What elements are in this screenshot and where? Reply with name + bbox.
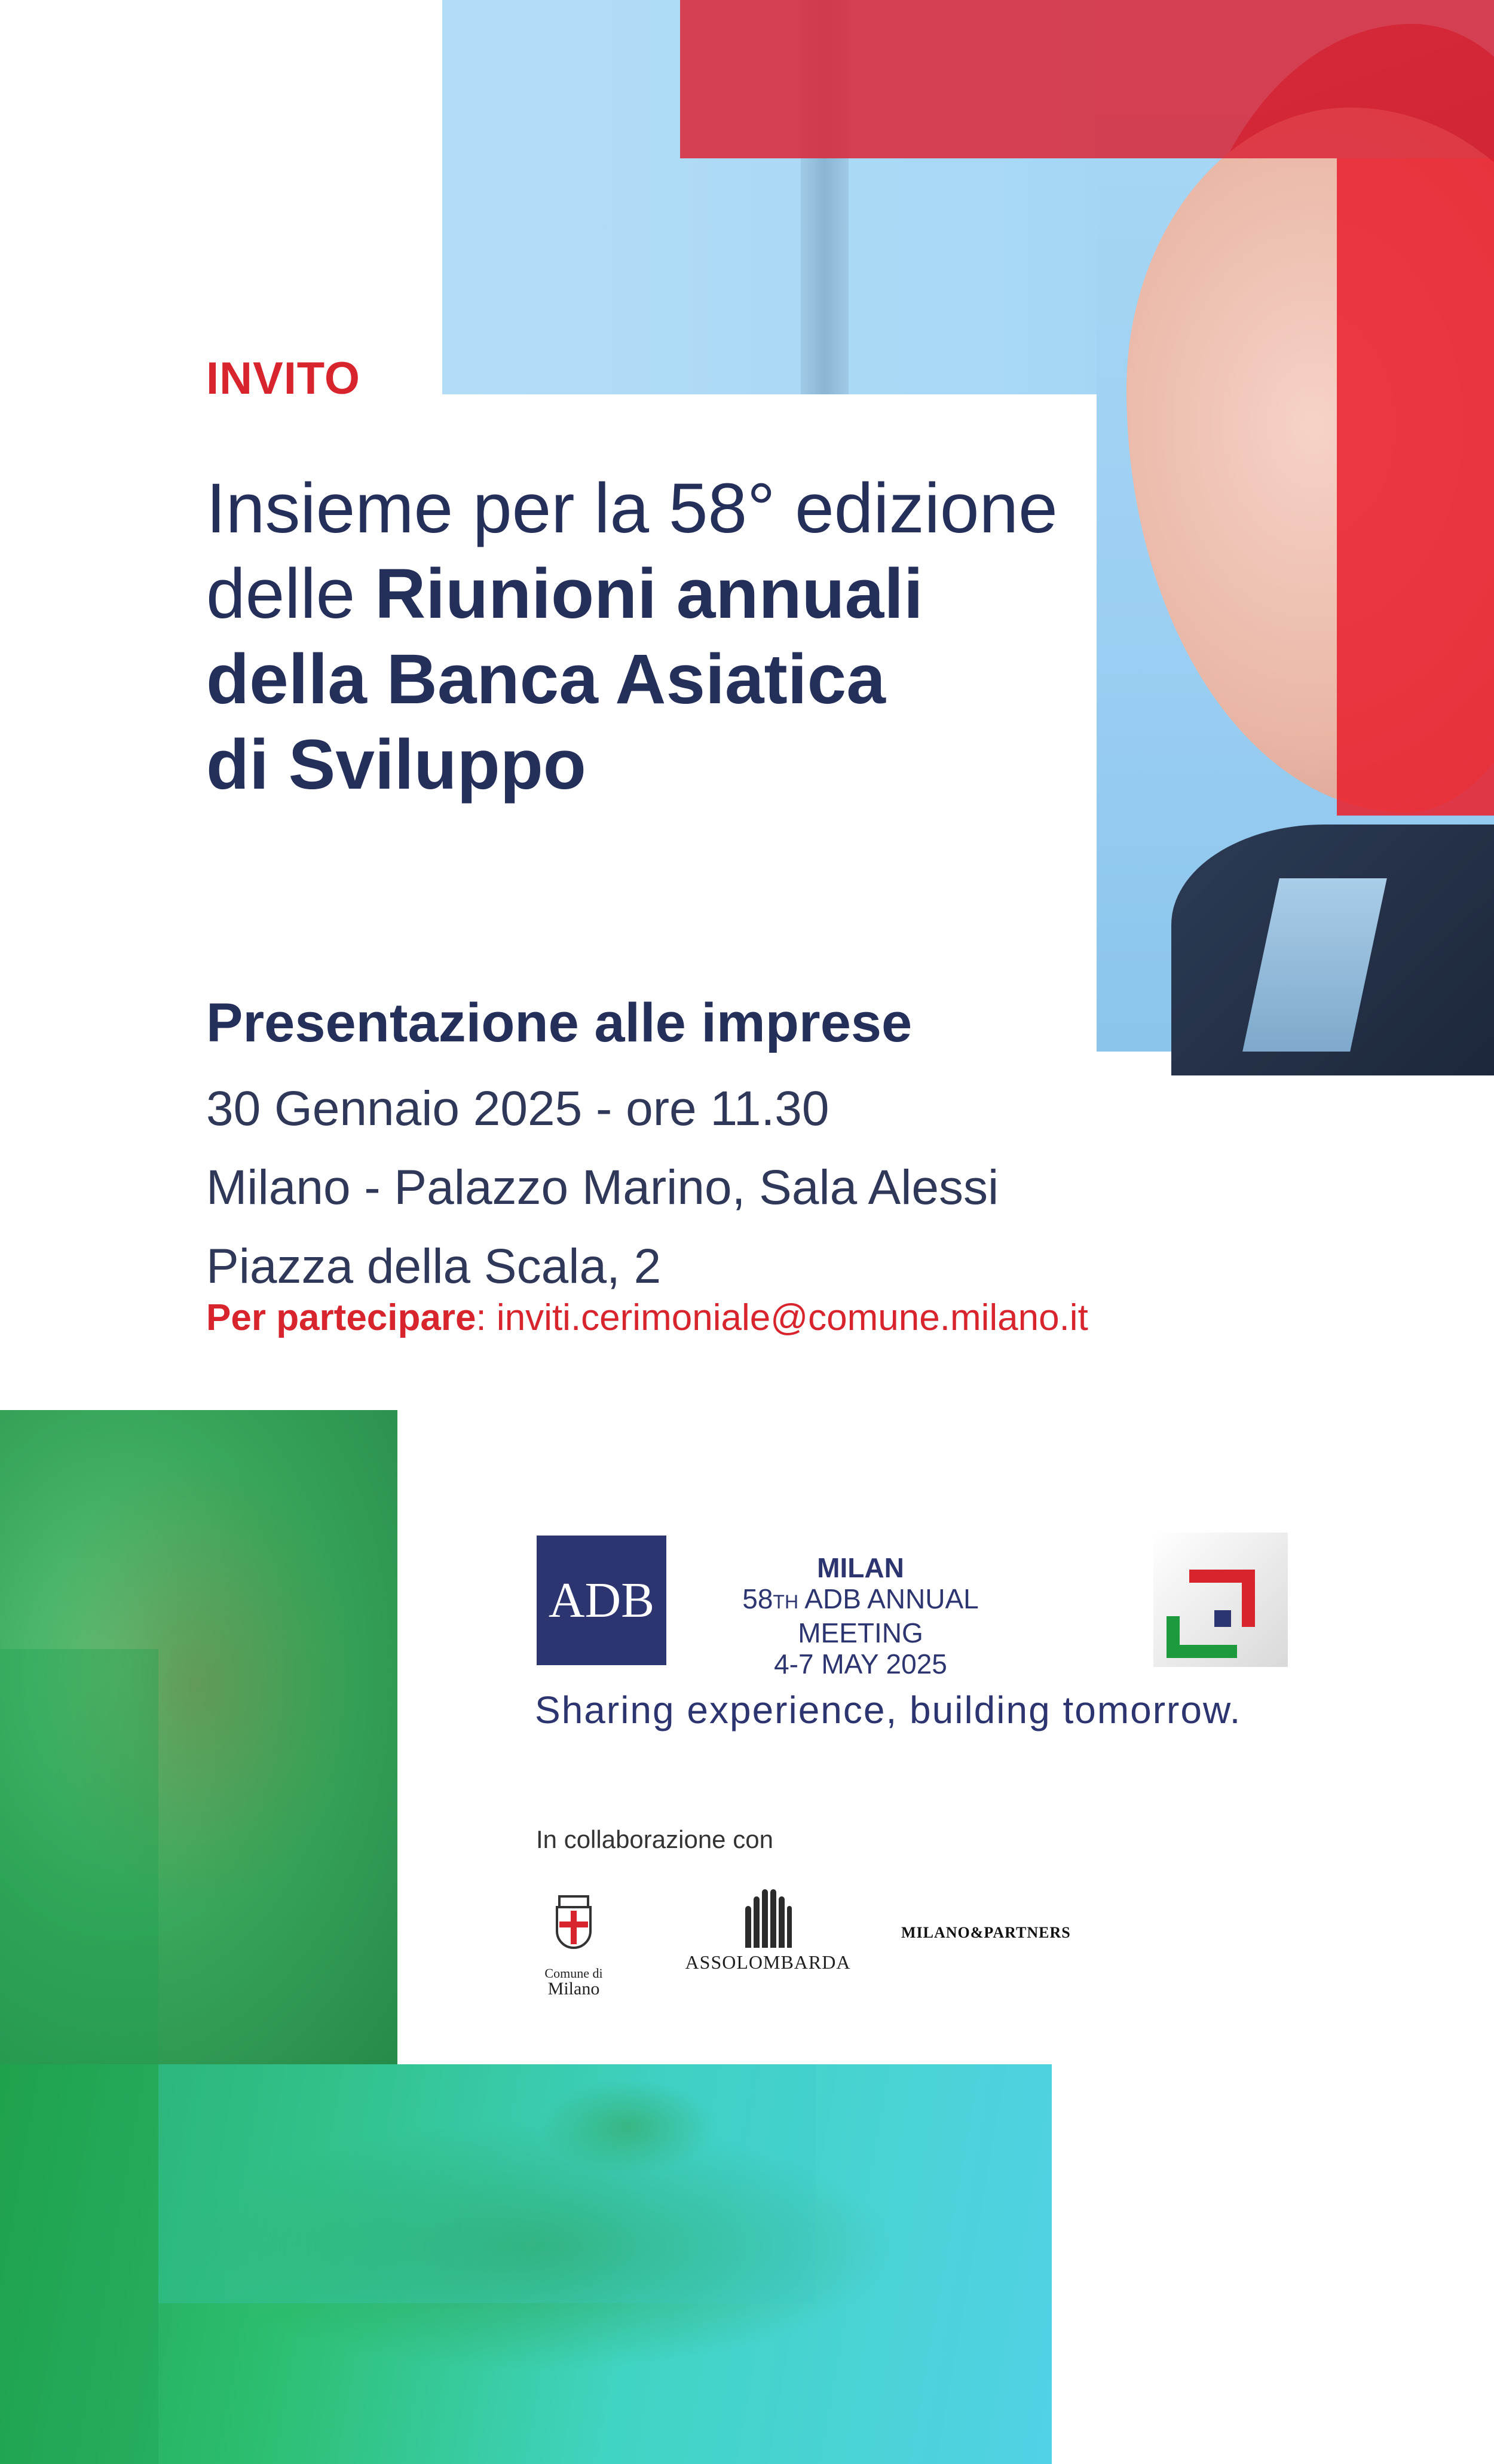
rsvp: Per partecipare: inviti.cerimoniale@comune.milano.it xyxy=(206,1297,1088,1338)
meeting-emblem-icon xyxy=(1153,1533,1288,1667)
red-frame-top xyxy=(680,0,1494,158)
meeting-city: MILAN xyxy=(817,1552,904,1583)
event-date: 30 Gennaio 2025 - ore 11.30 xyxy=(206,1081,829,1136)
assolombarda-logo: ASSOLOMBARDA xyxy=(681,1888,855,1973)
rsvp-email-link[interactable]: inviti.cerimoniale@comune.milano.it xyxy=(496,1297,1088,1338)
milano-partners-logo: MILANO&PARTNERS xyxy=(901,1924,1071,1941)
adb-logo: ADB xyxy=(537,1536,666,1665)
event-details xyxy=(206,1069,999,1306)
city-crest-icon xyxy=(545,1894,602,1966)
invito-label: INVITO xyxy=(206,353,360,404)
event-venue: Milano - Palazzo Marino, Sala Alessi xyxy=(206,1160,999,1215)
meeting-title: MILAN 58TH ADB ANNUAL MEETING 4-7 MAY 2025 xyxy=(690,1552,1031,1680)
event-title: Presentazione alle imprese xyxy=(206,992,913,1053)
red-frame-right xyxy=(1337,158,1494,816)
tagline: Sharing experience, building tomorrow. xyxy=(535,1688,1242,1731)
collaboration-intro: In collaborazione con xyxy=(536,1825,773,1853)
comune-milano-logo: Comune di Milano xyxy=(538,1894,610,1999)
event-address: Piazza della Scala, 2 xyxy=(206,1239,662,1294)
headline: Insieme per la 58° edizione delle Riunioni annuali della Banca Asiatica di Sviluppo xyxy=(206,469,1058,804)
meeting-dates: 4-7 MAY 2025 xyxy=(774,1648,947,1680)
assolombarda-mark-icon xyxy=(744,1888,792,1948)
